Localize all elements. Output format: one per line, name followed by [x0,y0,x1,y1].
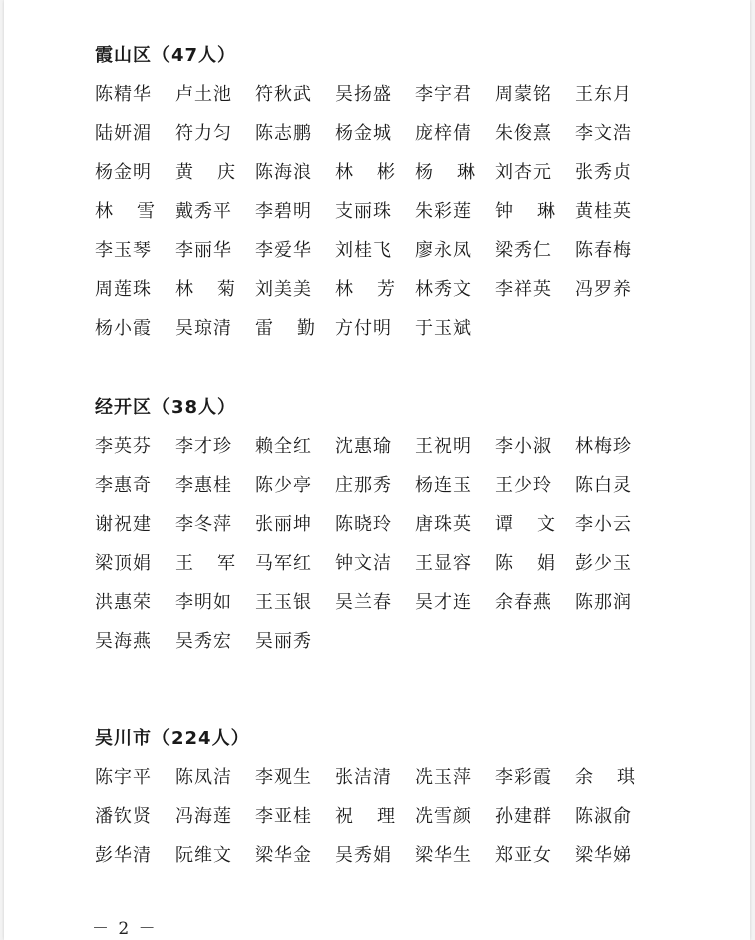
name-entry: 唐珠英 [415,514,472,535]
name-entry: 陈晓玲 [335,514,392,535]
name-entry: 杨连玉 [415,475,472,496]
name-entry: 张洁清 [335,767,392,788]
name-entry: 李小淑 [495,436,552,457]
name-entry: 张丽坤 [255,514,312,535]
name-entry: 戴秀平 [175,201,232,222]
name-entry: 黄 庆 [175,162,235,183]
name-entry: 吴兰春 [335,592,392,613]
name-entry: 李才珍 [175,436,232,457]
name-entry: 李丽华 [175,240,232,261]
name-entry: 郑亚女 [495,845,552,866]
name-grid [95,766,655,883]
name-entry: 李玉琴 [95,240,152,261]
name-entry: 沈惠瑜 [335,436,392,457]
name-entry: 王显容 [415,553,472,574]
name-entry: 陈海浪 [255,162,312,183]
name-entry: 祝 理 [335,806,395,827]
name-entry: 谭 文 [495,514,555,535]
name-entry: 孙建群 [495,806,552,827]
name-entry: 王少玲 [495,475,552,496]
name-entry: 庄那秀 [335,475,392,496]
name-entry: 吴丽秀 [255,631,312,652]
name-entry: 彭少玉 [575,553,632,574]
name-entry: 陈那润 [575,592,632,613]
name-entry: 吴海燕 [95,631,152,652]
name-entry: 李文浩 [575,123,632,144]
name-entry: 李观生 [255,767,312,788]
name-entry: 李碧明 [255,201,312,222]
name-entry: 张秀贞 [575,162,632,183]
name-entry: 刘杏元 [495,162,552,183]
name-entry: 刘美美 [255,279,312,300]
name-entry: 王东月 [575,84,632,105]
document-page [4,0,750,940]
name-entry: 林 芳 [335,279,395,300]
name-entry: 冼玉萍 [415,767,472,788]
name-entry: 吴扬盛 [335,84,392,105]
name-entry: 黄桂英 [575,201,632,222]
name-entry: 林 菊 [175,279,235,300]
name-entry: 陈淑俞 [575,806,632,827]
name-entry: 朱彩莲 [415,201,472,222]
section-jingkai [95,396,655,669]
name-entry: 陈白灵 [575,475,632,496]
name-entry: 王祝明 [415,436,472,457]
name-grid [95,435,655,669]
page-number: － 2 － [92,919,158,939]
name-entry: 梁华生 [415,845,472,866]
name-entry: 杨金明 [95,162,152,183]
name-entry: 阮维文 [175,845,232,866]
name-entry: 杨小霞 [95,318,152,339]
name-entry: 李爱华 [255,240,312,261]
name-entry: 杨金城 [335,123,392,144]
name-entry: 余 琪 [575,767,635,788]
name-entry: 林 彬 [335,162,395,183]
name-entry: 马军红 [255,553,312,574]
name-entry: 刘桂飞 [335,240,392,261]
name-entry: 李英芬 [95,436,152,457]
name-entry: 陈春梅 [575,240,632,261]
name-entry: 支丽珠 [335,201,392,222]
name-entry: 陈少亭 [255,475,312,496]
name-entry: 李彩霞 [495,767,552,788]
name-entry: 朱俊熹 [495,123,552,144]
name-entry: 吴才连 [415,592,472,613]
name-entry: 李小云 [575,514,632,535]
name-entry: 廖永凤 [415,240,472,261]
name-entry: 李亚桂 [255,806,312,827]
name-entry: 冼雪颜 [415,806,472,827]
name-entry: 周莲珠 [95,279,152,300]
name-entry: 陈精华 [95,84,152,105]
name-entry: 方付明 [335,318,392,339]
name-entry: 符秋武 [255,84,312,105]
name-entry: 潘钦贤 [95,806,152,827]
name-entry: 王 军 [175,553,235,574]
section-title: 经开区（38人） [95,397,237,418]
name-entry: 梁华娣 [575,845,632,866]
name-entry: 钟文洁 [335,553,392,574]
name-entry: 陆妍湄 [95,123,152,144]
name-entry: 吴秀娟 [335,845,392,866]
name-entry: 钟 琳 [495,201,555,222]
name-entry: 吴琼清 [175,318,232,339]
name-entry: 卢土池 [175,84,232,105]
name-entry: 赖全红 [255,436,312,457]
name-entry: 李祥英 [495,279,552,300]
section-xiashan [95,44,655,356]
name-entry: 周蒙铭 [495,84,552,105]
name-entry: 王玉银 [255,592,312,613]
name-entry: 洪惠荣 [95,592,152,613]
name-entry: 李明如 [175,592,232,613]
name-entry: 林梅珍 [575,436,632,457]
section-title: 吴川市（224人） [95,728,250,749]
name-entry: 李惠奇 [95,475,152,496]
section-wuchuan [95,727,655,883]
name-entry: 陈宇平 [95,767,152,788]
name-entry: 梁秀仁 [495,240,552,261]
name-entry: 余春燕 [495,592,552,613]
name-entry: 梁顶娟 [95,553,152,574]
name-entry: 雷 勤 [255,318,315,339]
name-entry: 李冬萍 [175,514,232,535]
name-entry: 谢祝建 [95,514,152,535]
name-entry: 吴秀宏 [175,631,232,652]
name-entry: 杨 琳 [415,162,475,183]
name-entry: 林秀文 [415,279,472,300]
section-title: 霞山区（47人） [95,45,237,66]
name-entry: 陈凤洁 [175,767,232,788]
name-entry: 林 雪 [95,201,155,222]
name-entry: 李宇君 [415,84,472,105]
name-entry: 冯海莲 [175,806,232,827]
name-entry: 冯罗养 [575,279,632,300]
name-entry: 彭华清 [95,845,152,866]
name-entry: 符力匀 [175,123,232,144]
name-entry: 梁华金 [255,845,312,866]
name-entry: 于玉斌 [415,318,472,339]
name-entry: 陈志鹏 [255,123,312,144]
name-entry: 陈 娟 [495,553,555,574]
name-entry: 庞梓倩 [415,123,472,144]
name-entry: 李惠桂 [175,475,232,496]
name-grid [95,83,655,356]
